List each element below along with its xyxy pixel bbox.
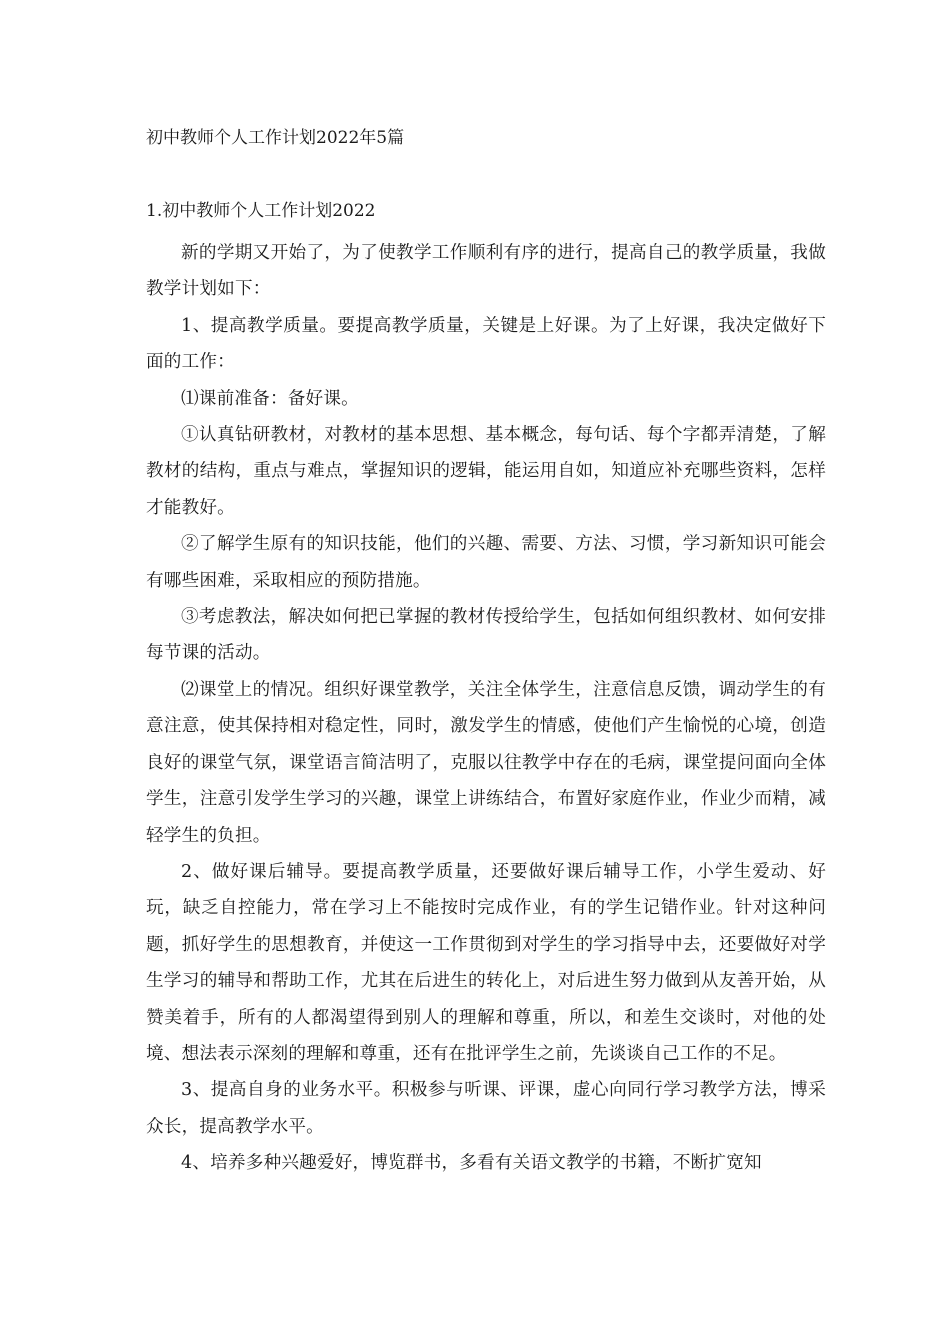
paragraph-study-materials: ①认真钻研教材，对教材的基本思想、基本概念，每句话、每个字都弄清楚，了解教材的结构，重点与难点，掌握知识的逻辑，能运用自如，知道应补充哪些资料，怎样才能教好。: [146, 425, 826, 518]
paragraph-point-1: 1、提高教学质量。要提高教学质量，关键是上好课。为了上好课，我决定做好下面的工作：: [146, 315, 826, 373]
paragraph-point-3: 3、提高自身的业务水平。积极参与听课、评课，虚心向同行学习教学方法，博采众长，提高教学水平。: [146, 1080, 826, 1137]
body-text: [146, 235, 826, 1182]
paragraph-point-4: 4、培养多种兴趣爱好，博览群书，多看有关语文教学的书籍，不断扩宽知: [181, 1153, 762, 1174]
document-title: 初中教师个人工作计划2022年5篇: [146, 128, 405, 148]
section-heading: 1.初中教师个人工作计划2022: [146, 201, 376, 221]
paragraph-classroom: ⑵课堂上的情况。组织好课堂教学，关注全体学生，注意信息反馈，调动学生的有意注意，使其保持相对稳定性，同时，激发学生的情感，使他们产生愉悦的心境，创造良好的课堂气氛，课堂语言简洁明了，克服以往教学中存在的毛病，课堂提问面向全体学生，注意引发学生学习的兴趣，课堂上讲练结合，布置好家庭作业，作业少而精，减轻学生的负担。: [146, 679, 826, 846]
paragraph-understand-students: ②了解学生原有的知识技能，他们的兴趣、需要、方法、习惯，学习新知识可能会有哪些困难，采取相应的预防措施。: [146, 534, 826, 591]
paragraph-teaching-methods: ③考虑教法，解决如何把已掌握的教材传授给学生，包括如何组织教材、如何安排每节课的活动。: [146, 607, 826, 664]
paragraph-intro: 新的学期又开始了，为了使教学工作顺利有序的进行，提高自己的教学质量，我做教学计划如下：: [146, 243, 826, 300]
paragraph-lesson-prep: ⑴课前准备：备好课。: [181, 388, 359, 409]
paragraph-point-2: 2、做好课后辅导。要提高教学质量，还要做好课后辅导工作，小学生爱动、好玩，缺乏自控能力，常在学习上不能按时完成作业，有的学生记错作业。针对这种问题，抓好学生的思想教育，并使这一工作贯彻到对学生的学习指导中去，还要做好对学生学习的辅导和帮助工作，尤其在后进生的转化上，对后进生努力做到从友善开始，从赞美着手，所有的人都渴望得到别人的理解和尊重，所以，和差生交谈时，对他的处境、想法表示深刻的理解和尊重，还有在批评学生之前，先谈谈自己工作的不足。: [146, 861, 826, 1064]
